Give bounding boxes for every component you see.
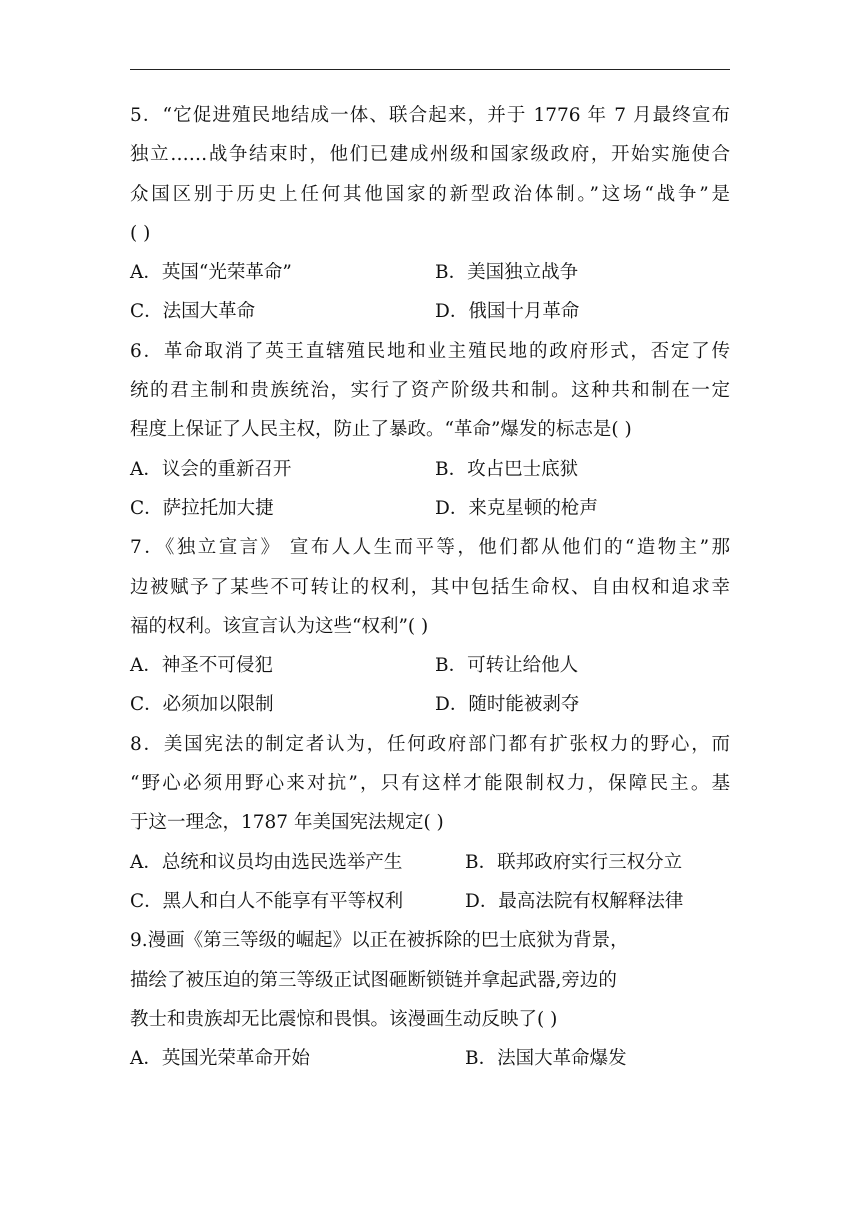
question-8 xyxy=(130,725,730,921)
question-5 xyxy=(130,96,730,332)
option-row xyxy=(130,646,730,685)
option-c: C．必须加以限制 xyxy=(130,694,274,716)
question-text-line: 程度上保证了人民主权，防止了暴政。“革命”爆发的标志是( ) xyxy=(130,419,632,441)
question-list xyxy=(130,96,730,1078)
question-text-line: 边被赋予了某些不可转让的权利，其中包括生命权、自由权和追求幸 xyxy=(130,576,730,598)
question-text-line: 统的君主制和贵族统治，实行了资产阶级共和制。这种共和制在一定 xyxy=(130,380,730,402)
question-text-line: 5．“它促进殖民地结成一体、联合起来，并于 1776 年 7 月最终宣布 xyxy=(130,105,730,126)
question-9 xyxy=(130,921,730,1078)
option-row xyxy=(130,489,730,528)
option-b: B．联邦政府实行三权分立 xyxy=(465,851,683,873)
question-text-line: 于这一理念，1787 年美国宪法规定( ) xyxy=(130,812,444,834)
question-text-line: 6．革命取消了英王直辖殖民地和业主殖民地的政府形式，否定了传 xyxy=(130,340,730,362)
option-row xyxy=(130,882,730,921)
question-text-line: 描绘了被压迫的第三等级正试图砸断锁链并拿起武器,旁边的 xyxy=(130,969,617,991)
answer-blank: ( ) xyxy=(130,222,151,244)
question-text-line: “野心必须用野心来对抗”，只有这样才能限制权力，保障民主。基 xyxy=(130,773,730,795)
option-a: A．议会的重新召开 xyxy=(130,458,292,480)
question-text-line: 9.漫画《第三等级的崛起》以正在被拆除的巴士底狱为背景， xyxy=(130,930,629,952)
option-c: C．法国大革命 xyxy=(130,301,256,323)
question-text-line: 7．《独立宣言》 宣布人人生而平等，他们都从他们的“造物主”那 xyxy=(130,537,730,559)
option-d: D．俄国十月革命 xyxy=(435,301,580,323)
question-text-line: 教士和贵族却无比震惊和畏惧。该漫画生动反映了( ) xyxy=(130,1008,558,1030)
option-d: D．最高法院有权解释法律 xyxy=(465,890,684,912)
option-row xyxy=(130,685,730,724)
option-b: B．可转让给他人 xyxy=(435,655,579,677)
option-d: D．来克星顿的枪声 xyxy=(435,497,598,519)
question-text-line: 独立……战争结束时，他们已建成州级和国家级政府，开始实施使合 xyxy=(130,144,730,166)
header-rule xyxy=(130,69,730,70)
option-a: A．英国“光荣革命” xyxy=(130,262,292,284)
option-a: A．英国光荣革命开始 xyxy=(130,1048,310,1070)
option-b: B．攻占巴士底狱 xyxy=(435,458,579,480)
question-6 xyxy=(130,332,730,528)
option-row xyxy=(130,450,730,489)
option-row xyxy=(130,292,730,331)
question-text-line: 8．美国宪法的制定者认为，任何政府部门都有扩张权力的野心，而 xyxy=(130,733,730,755)
option-row xyxy=(130,253,730,292)
option-a: A．总统和议员均由选民选举产生 xyxy=(130,851,403,873)
question-text-line: 福的权利。该宣言认为这些“权利”( ) xyxy=(130,615,429,637)
option-d: D．随时能被剥夺 xyxy=(435,694,580,716)
option-row xyxy=(130,1039,730,1078)
option-c: C．萨拉托加大捷 xyxy=(130,497,274,519)
option-c: C．黑人和白人不能享有平等权利 xyxy=(130,890,404,912)
question-text-line: 众国区别于历史上任何其他国家的新型政治体制。”这场“战争”是 xyxy=(130,183,730,205)
option-a: A．神圣不可侵犯 xyxy=(130,655,273,677)
option-row xyxy=(130,843,730,882)
option-b: B．美国独立战争 xyxy=(435,262,579,284)
question-7 xyxy=(130,528,730,724)
option-b: B．法国大革命爆发 xyxy=(465,1048,627,1070)
